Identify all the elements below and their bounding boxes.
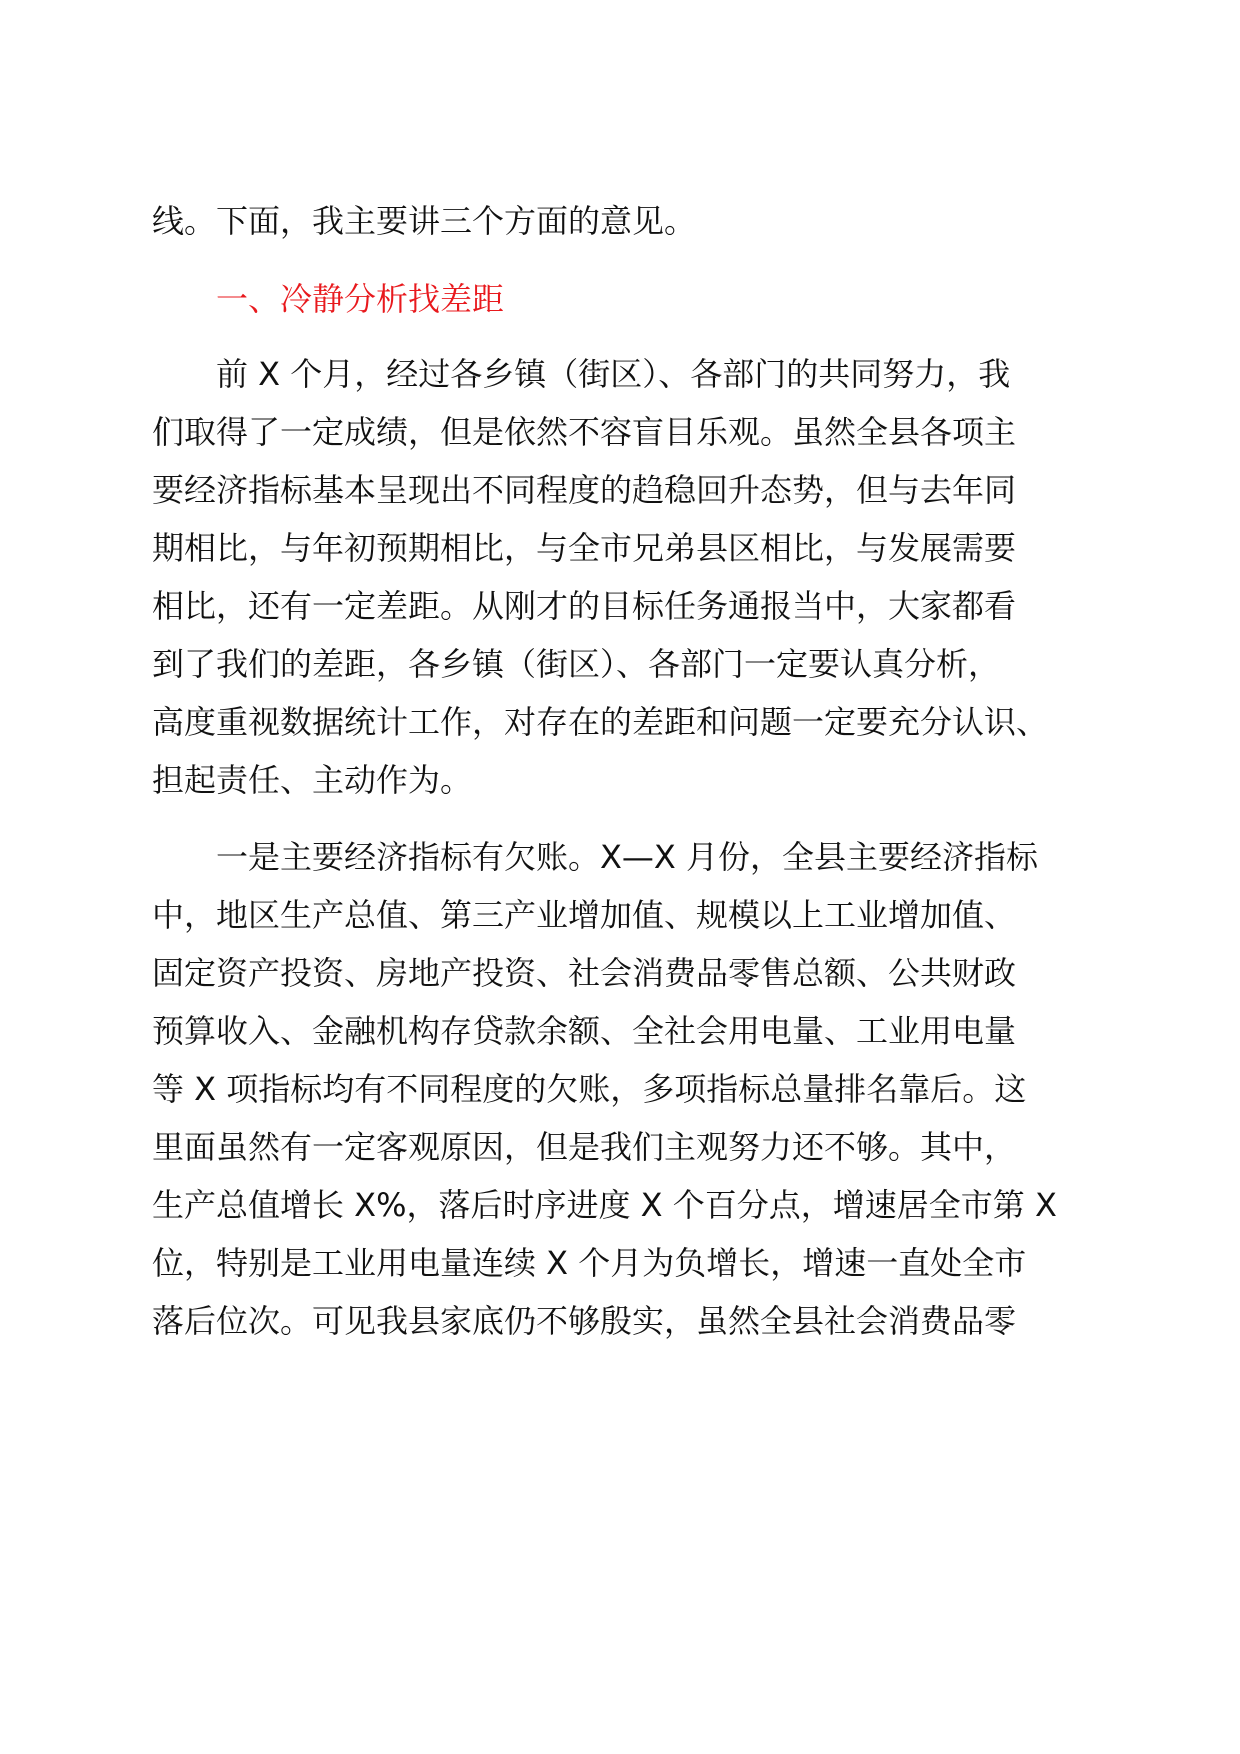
paragraph-line: 担起责任、主动作为。 (152, 761, 473, 799)
paragraph-line: 前 X 个月，经过各乡镇（街区）、各部门的共同努力，我 (152, 355, 1011, 393)
paragraph-line: 高度重视数据统计工作，对存在的差距和问题一定要充分认识、 (152, 703, 1049, 741)
paragraph-line: 一是主要经济指标有欠账。X—X 月份，全县主要经济指标 (152, 838, 1039, 876)
paragraph-line: 预算收入、金融机构存贷款余额、全社会用电量、工业用电量 (152, 1012, 1017, 1050)
paragraph-line: 到了我们的差距，各乡镇（街区）、各部门一定要认真分析， (152, 645, 1001, 683)
paragraph-line: 们取得了一定成绩，但是依然不容盲目乐观。虽然全县各项主 (152, 413, 1017, 451)
paragraph-line: 里面虽然有一定客观原因，但是我们主观努力还不够。其中， (152, 1128, 1017, 1166)
paragraph-line: 要经济指标基本呈现出不同程度的趋稳回升态势，但与去年同 (152, 471, 1017, 509)
paragraph-line: 期相比，与年初预期相比，与全市兄弟县区相比，与发展需要 (152, 529, 1017, 567)
section-heading: 一、冷静分析找差距 (152, 280, 505, 318)
paragraph-line: 线。下面，我主要讲三个方面的意见。 (152, 202, 697, 240)
paragraph-line: 生产总值增长 X%，落后时序进度 X 个百分点，增速居全市第 X (152, 1186, 1057, 1224)
paragraph-line: 落后位次。可见我县家底仍不够殷实，虽然全县社会消费品零 (152, 1302, 1017, 1340)
paragraph-line: 中，地区生产总值、第三产业增加值、规模以上工业增加值、 (152, 896, 1017, 934)
paragraph-line: 固定资产投资、房地产投资、社会消费品零售总额、公共财政 (152, 954, 1017, 992)
paragraph-line: 等 X 项指标均有不同程度的欠账，多项指标总量排名靠后。这 (152, 1070, 1027, 1108)
paragraph-line: 位，特别是工业用电量连续 X 个月为负增长，增速一直处全市 (152, 1244, 1027, 1282)
paragraph-line: 相比，还有一定差距。从刚才的目标任务通报当中，大家都看 (152, 587, 1017, 625)
